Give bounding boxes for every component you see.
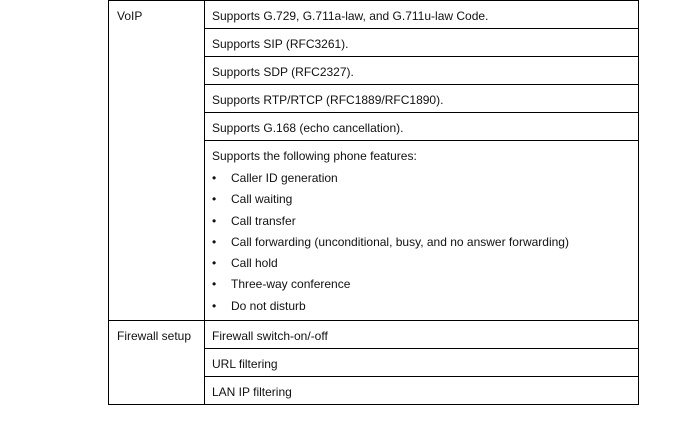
value-text: URL filtering (212, 357, 278, 372)
feature-text: Call forwarding (unconditional, busy, and no answer forwarding) (231, 234, 569, 249)
list-item (212, 299, 638, 320)
feature-text: Do not disturb (231, 298, 306, 313)
value-cell (205, 349, 639, 377)
value-cell (205, 85, 639, 113)
value-cell (205, 57, 639, 85)
value-cell (205, 377, 639, 405)
list-item (212, 192, 638, 213)
list-item (212, 277, 638, 298)
table-row (109, 321, 639, 349)
value-cell (205, 29, 639, 57)
feature-text: Call hold (231, 256, 278, 271)
feature-text: Three-way conference (231, 277, 351, 292)
bullet-icon: • (212, 234, 217, 249)
value-text: Supports SIP (RFC3261). (212, 37, 349, 51)
category-label: Firewall setup (117, 329, 192, 344)
bullet-icon: • (212, 277, 217, 292)
bullet-icon: • (212, 171, 217, 185)
feature-text: Call transfer (231, 213, 296, 228)
feature-text: Caller ID generation (231, 171, 338, 185)
features-list (212, 171, 638, 320)
bullet-icon: • (212, 256, 217, 271)
bullet-icon: • (212, 298, 217, 313)
category-label: VoIP (117, 9, 143, 23)
list-item (212, 214, 638, 235)
category-cell-voip (109, 1, 205, 321)
category-cell-firewall (109, 321, 205, 405)
list-item (212, 235, 638, 256)
value-cell (205, 1, 639, 29)
value-text: LAN IP filtering (212, 385, 292, 400)
table-row (109, 1, 639, 29)
value-text: Supports G.729, G.711a-law, and G.711u-law Code. (212, 9, 489, 23)
value-cell (205, 113, 639, 141)
value-text: Supports RTP/RTCP (RFC1889/RFC1890). (212, 93, 444, 107)
feature-text: Call waiting (231, 192, 293, 207)
bullet-icon: • (212, 213, 217, 228)
value-cell (205, 321, 639, 349)
bullet-icon: • (212, 192, 217, 207)
list-item (212, 256, 638, 277)
value-text: Supports G.168 (echo cancellation). (212, 121, 404, 135)
value-text: Supports SDP (RFC2327). (212, 65, 354, 79)
list-item (212, 171, 638, 192)
spec-table (108, 0, 639, 405)
features-cell (205, 141, 639, 321)
features-intro: Supports the following phone features: (212, 149, 417, 163)
value-text: Firewall switch-on/-off (212, 329, 328, 344)
